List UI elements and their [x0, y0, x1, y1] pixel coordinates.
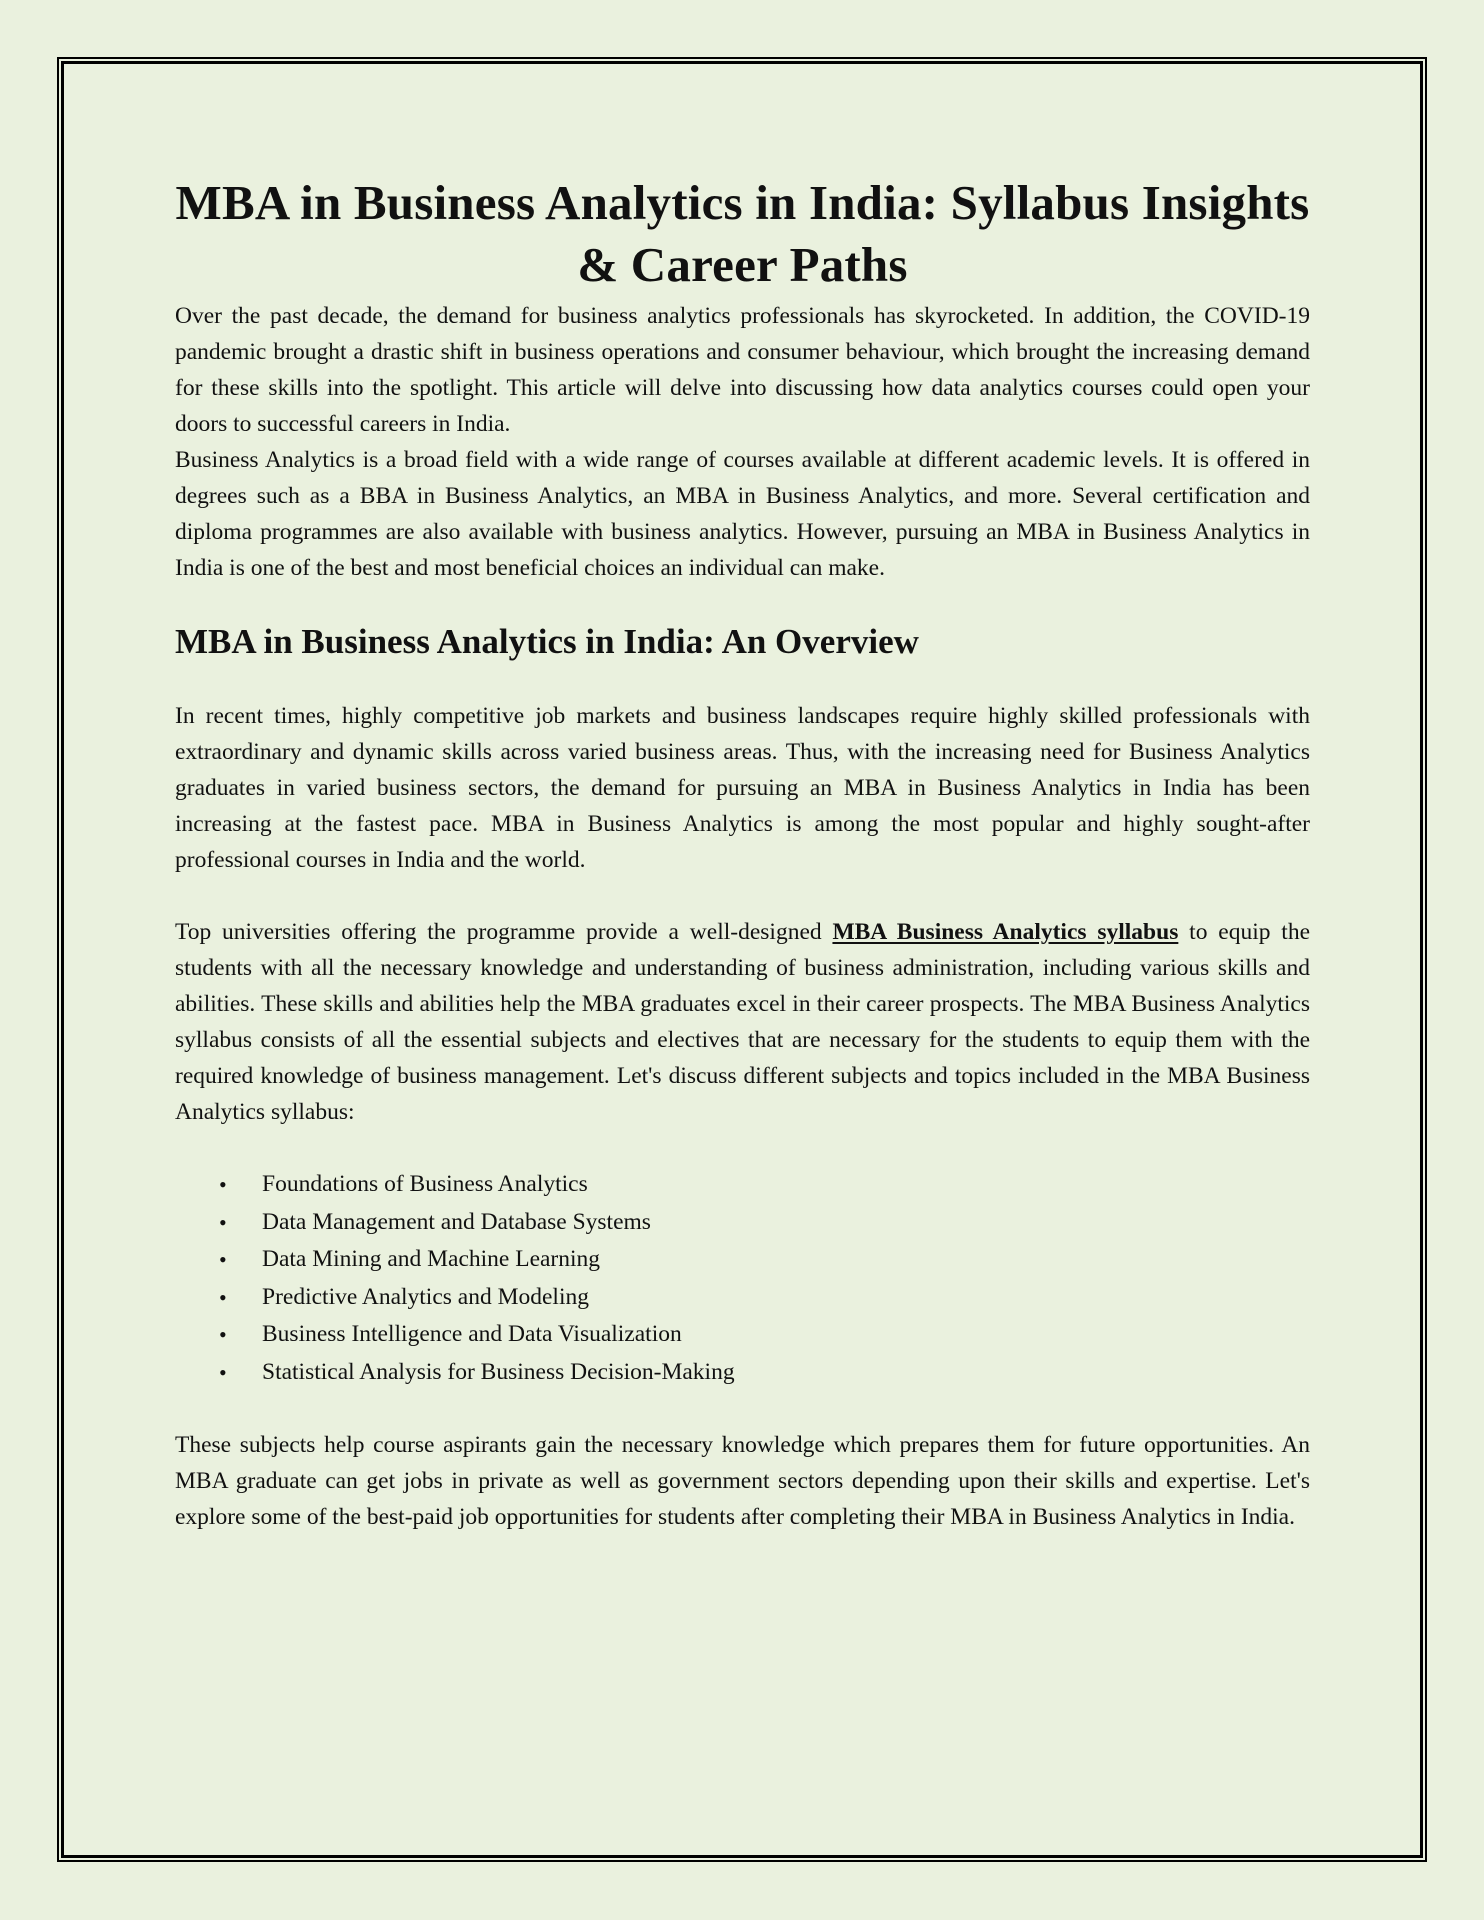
list-item: • Statistical Analysis for Business Decision-Making: [175, 1354, 1310, 1392]
list-item: • Data Mining and Machine Learning: [175, 1241, 1310, 1279]
bullet-icon: •: [219, 1359, 227, 1385]
document-title: MBA in Business Analytics in India: Syllabus Insights & Career Paths: [175, 175, 1310, 292]
bullet-icon: •: [219, 1322, 227, 1347]
syllabus-paragraph-text-1: Top universities offering the programme provide a well-designed: [175, 919, 833, 945]
bullet-icon: •: [219, 1247, 227, 1272]
mba-syllabus-link[interactable]: MBA Business Analytics syllabus: [832, 919, 1179, 945]
section-heading-overview: MBA in Business Analytics in India: An Overview: [175, 622, 919, 661]
list-item: • Foundations of Business Analytics: [175, 1166, 1310, 1204]
overview-paragraph: In recent times, highly competitive job markets and business landscapes require highly skilled professionals with extraordinary and dynamic skills across varied business areas. Thus, with the increasing need for Business Analytics graduates in varied business sectors, the demand for pursuing an MBA in Business Analytics in India has been increasing at the fastest pace. MBA in Business Analytics is among the most popular and highly sought-after professional courses in India and the world.: [175, 703, 1310, 873]
bullet-icon: •: [219, 1209, 227, 1235]
list-item: • Data Management and Database Systems: [175, 1204, 1310, 1242]
subjects-list: [175, 1166, 1310, 1391]
list-item: • Predictive Analytics and Modeling: [175, 1279, 1310, 1317]
list-item: • Business Intelligence and Data Visualization: [175, 1316, 1310, 1354]
closing-paragraph: These subjects help course aspirants gain the necessary knowledge which prepares them for future opportunities. An MBA graduate can get jobs in private as well as government sectors depending upon their skills and expertise. Let's explore some of the best-paid job opportunities for students after completing their MBA in Business Analytics in India.: [175, 1432, 1310, 1530]
intro-paragraph-2: Business Analytics is a broad field with a wide range of courses available at different academic levels. It is offered in degrees such as a BBA in Business Analytics, an MBA in Business Analytics, and more. Several certification and diploma programmes are also available with business analytics. However, pursuing an MBA in Business Analytics in India is one of the best and most beneficial choices an individual can make.: [175, 447, 1310, 581]
bullet-icon: •: [219, 1284, 227, 1310]
syllabus-paragraph: [175, 914, 1310, 1130]
syllabus-paragraph-text-2: to equip the students with all the necessary knowledge and understanding of business administration, including various skills and abilities. These skills and abilities help the MBA graduates excel in their career prospects. The MBA Business Analytics syllabus consists of all the essential subjects and electives that are necessary for the students to equip them with the required knowledge of business management. Let's discuss different subjects and topics included in the MBA Business Analytics syllabus:: [175, 919, 1310, 1125]
document-body: [175, 172, 1310, 1535]
bullet-icon: •: [219, 1172, 227, 1197]
intro-paragraph-1: Over the past decade, the demand for business analytics professionals has skyrocketed. In addition, the COVID-19 pandemic brought a drastic shift in business operations and consumer behaviour, which brought the increasing demand for these skills into the spotlight. This article will delve into discussing how data analytics courses could open your doors to successful careers in India.: [175, 303, 1310, 437]
